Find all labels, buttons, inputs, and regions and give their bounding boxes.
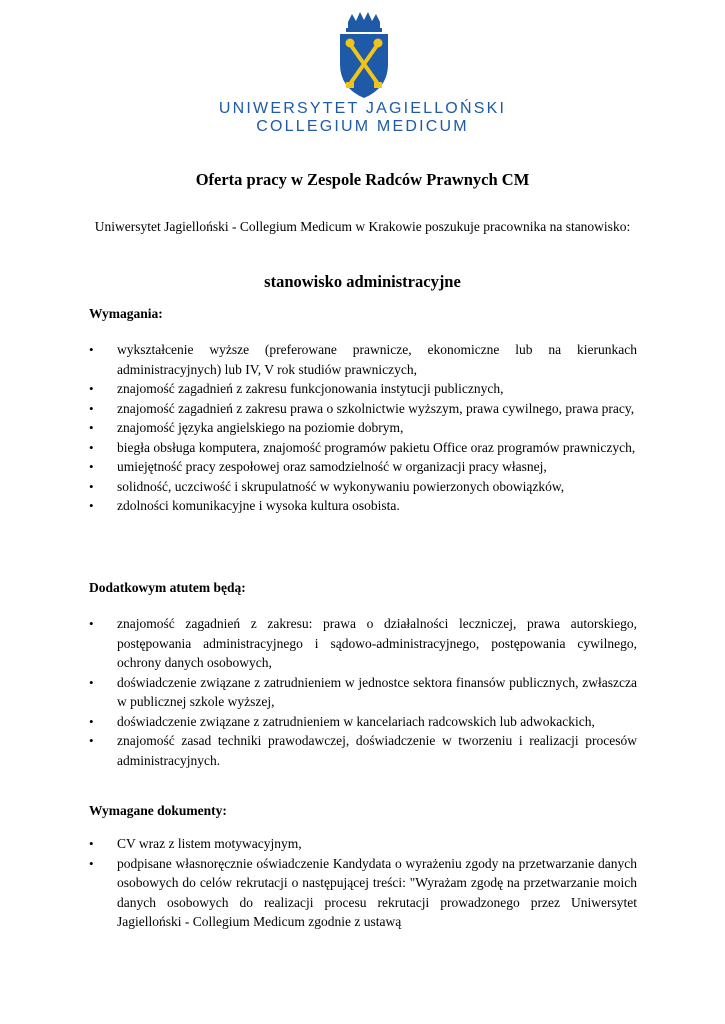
college-name: COLLEGIUM MEDICUM — [256, 118, 469, 135]
list-item — [89, 614, 637, 673]
list-item-text: podpisane własnoręcznie oświadczenie Kandydata o wyrażeniu zgody na przetwarzanie danych osobowych do celów rekrutacji o następującej treści: "Wyrażam zgodę na przetwarzanie moich danych osobowych do realizacji procesu rekrutacji prowadzonego przez Uniwersytet Jagielloński - Collegium Medicum zgodnie z ustawą — [117, 855, 637, 929]
list-item-text: znajomość zagadnień z zakresu: prawa o działalności leczniczej, prawa autorskiego, postępowania administracyjnego i sądowo-administracyjnego, postępowania cywilnego, ochrony danych osobowych, — [117, 616, 637, 670]
bullet-icon: • — [89, 420, 94, 435]
list-item — [89, 399, 637, 419]
crossed-sceptres-crest-icon — [336, 12, 392, 100]
list-item-text: doświadczenie związane z zatrudnieniem w jednostce sektora finansów publicznych, zwłaszcza w publicznej szkole wyższej, — [117, 674, 637, 709]
requirements-list — [89, 340, 637, 516]
list-item — [89, 457, 637, 477]
bullet-icon: • — [89, 439, 94, 455]
list-item — [89, 418, 637, 438]
list-item — [89, 340, 637, 379]
university-name: UNIWERSYTET JAGIELLOŃSKI — [218, 100, 507, 117]
bullet-icon: • — [89, 616, 94, 631]
bullet-icon: • — [89, 674, 94, 690]
bullet-icon: • — [89, 713, 94, 729]
list-item — [89, 834, 637, 854]
requirements-heading: Wymagania: — [89, 306, 163, 321]
list-item-text: znajomość zagadnień z zakresu funkcjonowania instytucji publicznych, — [117, 381, 504, 396]
list-item-text: zdolności komunikacyjne i wysoka kultura osobista. — [117, 498, 400, 513]
list-item-text: znajomość języka angielskiego na poziomie dobrym, — [117, 420, 404, 435]
page-title: Oferta pracy w Zespole Radców Prawnych CM — [195, 170, 530, 189]
list-item-text: solidność, uczciwość i skrupulatność w wykonywaniu powierzonych obowiązków, — [117, 478, 565, 494]
list-item-text: doświadczenie związane z zatrudnieniem w kancelariach radcowskich lub adwokackich, — [117, 713, 595, 729]
bullet-icon: • — [89, 733, 94, 748]
bullet-icon: • — [89, 400, 94, 416]
list-item-text: biegła obsługa komputera, znajomość programów pakietu Office oraz programów prawniczych, — [117, 439, 636, 455]
documents-heading: Wymagane dokumenty: — [89, 803, 227, 818]
list-item — [89, 712, 637, 732]
bullet-icon: • — [89, 381, 94, 396]
extras-heading: Dodatkowym atutem będą: — [89, 580, 246, 595]
position-title: stanowisko administracyjne — [264, 272, 461, 291]
bullet-icon: • — [89, 836, 94, 851]
list-item-text: CV wraz z listem motywacyjnym, — [117, 836, 302, 851]
bullet-icon: • — [89, 342, 94, 357]
list-item — [89, 496, 637, 516]
bullet-icon: • — [89, 459, 94, 474]
list-item — [89, 673, 637, 712]
list-item — [89, 854, 637, 932]
list-item-text: wykształcenie wyższe (preferowane prawnicze, ekonomiczne lub na kierunkach administracyjnych) lub IV, V rok studiów prawniczych, — [117, 342, 637, 377]
bullet-icon: • — [89, 478, 94, 494]
list-item-text: znajomość zasad techniki prawodawczej, doświadczenie w tworzeniu i realizacji procesów administracyjnych. — [117, 733, 637, 768]
list-item-text: znajomość zagadnień z zakresu prawa o szkolnictwie wyższym, prawa cywilnego, prawa pracy, — [117, 400, 635, 416]
list-item — [89, 477, 637, 497]
documents-list — [89, 834, 637, 932]
bullet-icon: • — [89, 498, 94, 513]
list-item-text: umiejętność pracy zespołowej oraz samodzielność w organizacji pracy własnej, — [117, 459, 547, 474]
list-item — [89, 379, 637, 399]
extras-list — [89, 614, 637, 770]
list-item — [89, 438, 637, 458]
intro-text: Uniwersytet Jagielloński - Collegium Medicum w Krakowie poszukuje pracownika na stanowisko: — [94, 219, 631, 234]
bullet-icon: • — [89, 855, 94, 871]
list-item — [89, 731, 637, 770]
